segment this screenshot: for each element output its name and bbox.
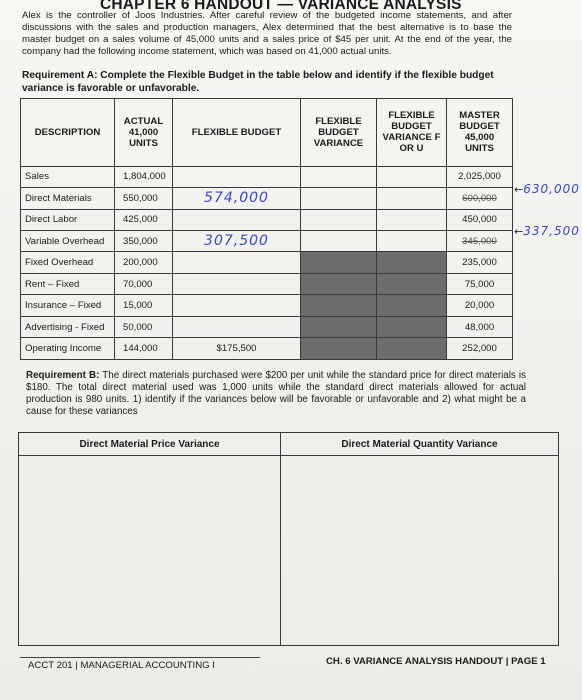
master-value: 450,000 (447, 209, 513, 230)
dm-master-annotation (514, 182, 580, 196)
requirement-b-paragraph (26, 370, 526, 418)
f-or-u-cell[interactable] (377, 231, 447, 252)
actual-value: 15,000 (115, 295, 173, 316)
shaded-cell (301, 295, 377, 316)
master-value: 2,025,000 (447, 166, 513, 187)
header-f-or-u: FLEXIBLE BUDGET VARIANCE F OR U (377, 99, 447, 167)
footer-course: ACCT 201 | MANAGERIAL ACCOUNTING I (28, 660, 215, 671)
master-value (447, 188, 513, 209)
struck-value: 345,000 (462, 235, 497, 247)
quantity-variance-answer-cell[interactable] (281, 456, 559, 646)
f-or-u-cell[interactable] (377, 209, 447, 230)
shaded-cell (377, 338, 447, 360)
actual-value: 144,000 (115, 338, 173, 360)
master-value: 48,000 (447, 316, 513, 337)
row-label: Sales (21, 166, 115, 187)
master-value: 252,000 (447, 338, 513, 360)
flexible-cell[interactable] (173, 209, 301, 230)
row-label: Direct Materials (21, 188, 115, 209)
row-label: Operating Income (21, 338, 115, 360)
table-row-operating-income (21, 338, 513, 360)
row-label: Variable Overhead (21, 231, 115, 252)
f-or-u-cell[interactable] (377, 166, 447, 187)
requirement-b-label: Requirement B: (26, 370, 100, 381)
requirement-b-text: The direct materials purchased were $200 per unit while the standard price for direct materials is $180. The total direct material used was 1,000 units while the standard direct materials allowed for actual production is 980 units. 1) identify if the variances below will be favorable or unfavorable and 2) what might be a cause for these variances (26, 370, 526, 417)
variance-header-row (19, 433, 559, 456)
vo-master-annotation (514, 224, 580, 238)
variance-answer-row (19, 456, 559, 646)
struck-value: 600,000 (462, 192, 497, 204)
master-value: 20,000 (447, 295, 513, 316)
actual-value: 350,000 (115, 231, 173, 252)
header-flexible-variance: FLEXIBLE BUDGET VARIANCE (301, 99, 377, 167)
page-title: CHAPTER 6 HANDOUT — VARIANCE ANALYSIS (100, 0, 462, 13)
shaded-cell (377, 273, 447, 294)
flexible-cell[interactable] (173, 295, 301, 316)
requirement-a-text: Requirement A: Complete the Flexible Budget in the table below and identify if the flexible budget variance is favorable or unfavorable. (22, 70, 494, 94)
header-flexible-budget: FLEXIBLE BUDGET (173, 99, 301, 167)
flexible-cell[interactable] (173, 252, 301, 273)
f-or-u-cell[interactable] (377, 188, 447, 209)
actual-value: 50,000 (115, 316, 173, 337)
table-header-row (21, 99, 513, 167)
arrow-left-icon: ← (514, 183, 524, 196)
flexible-budget-table (20, 98, 513, 360)
header-description: DESCRIPTION (21, 99, 115, 167)
actual-value: 550,000 (115, 188, 173, 209)
flexible-cell[interactable] (173, 166, 301, 187)
table-row-rent (21, 273, 513, 294)
master-value: 75,000 (447, 273, 513, 294)
header-price-variance: Direct Material Price Variance (19, 433, 281, 456)
actual-value: 425,000 (115, 209, 173, 230)
footer-divider (20, 657, 260, 658)
row-label: Rent – Fixed (21, 273, 115, 294)
arrow-left-icon: ← (514, 225, 524, 238)
table-row-direct-materials (21, 188, 513, 209)
shaded-cell (301, 252, 377, 273)
shaded-cell (301, 316, 377, 337)
row-label: Insurance – Fixed (21, 295, 115, 316)
flexible-cell[interactable] (173, 316, 301, 337)
variance-table (18, 432, 559, 646)
shaded-cell (377, 316, 447, 337)
row-label: Direct Labor (21, 209, 115, 230)
header-quantity-variance: Direct Material Quantity Variance (281, 433, 559, 456)
flexible-cell[interactable] (173, 188, 301, 209)
actual-value: 1,804,000 (115, 166, 173, 187)
header-master-budget: MASTER BUDGET 45,000 UNITS (447, 99, 513, 167)
table-row-variable-overhead (21, 231, 513, 252)
handwritten-value: 307,500 (204, 233, 269, 250)
header-actual: ACTUAL 41,000 UNITS (115, 99, 173, 167)
table-row-insurance (21, 295, 513, 316)
table-row-fixed-overhead (21, 252, 513, 273)
flexible-cell[interactable] (173, 231, 301, 252)
variance-cell[interactable] (301, 166, 377, 187)
footer-page: CH. 6 VARIANCE ANALYSIS HANDOUT | PAGE 1 (326, 656, 546, 667)
shaded-cell (377, 252, 447, 273)
variance-cell[interactable] (301, 231, 377, 252)
handwritten-value: 574,000 (204, 190, 269, 207)
table-row-direct-labor (21, 209, 513, 230)
price-variance-answer-cell[interactable] (19, 456, 281, 646)
flexible-cell[interactable]: $175,500 (173, 338, 301, 360)
shaded-cell (301, 273, 377, 294)
row-label: Advertising - Fixed (21, 316, 115, 337)
handwritten-correction: 337,500 (523, 224, 580, 238)
master-value (447, 231, 513, 252)
actual-value: 200,000 (115, 252, 173, 273)
table-row-sales (21, 166, 513, 187)
row-label: Fixed Overhead (21, 252, 115, 273)
handwritten-correction: 630,000 (523, 182, 580, 196)
master-value: 235,000 (447, 252, 513, 273)
flexible-cell[interactable] (173, 273, 301, 294)
table-row-advertising (21, 316, 513, 337)
variance-cell[interactable] (301, 188, 377, 209)
variance-cell[interactable] (301, 209, 377, 230)
shaded-cell (377, 295, 447, 316)
intro-paragraph: Alex is the controller of Joos Industries. After careful review of the budgeted income statements, and after discussions with the sales and production managers, Alex determined that the best alternative is to base the master budget on a sales volume of 45,000 units and a sales price of $45 per unit. At the end of the year, the company had the following income statement, which was based on 41,000 actual units. (22, 10, 512, 57)
shaded-cell (301, 338, 377, 360)
actual-value: 70,000 (115, 273, 173, 294)
